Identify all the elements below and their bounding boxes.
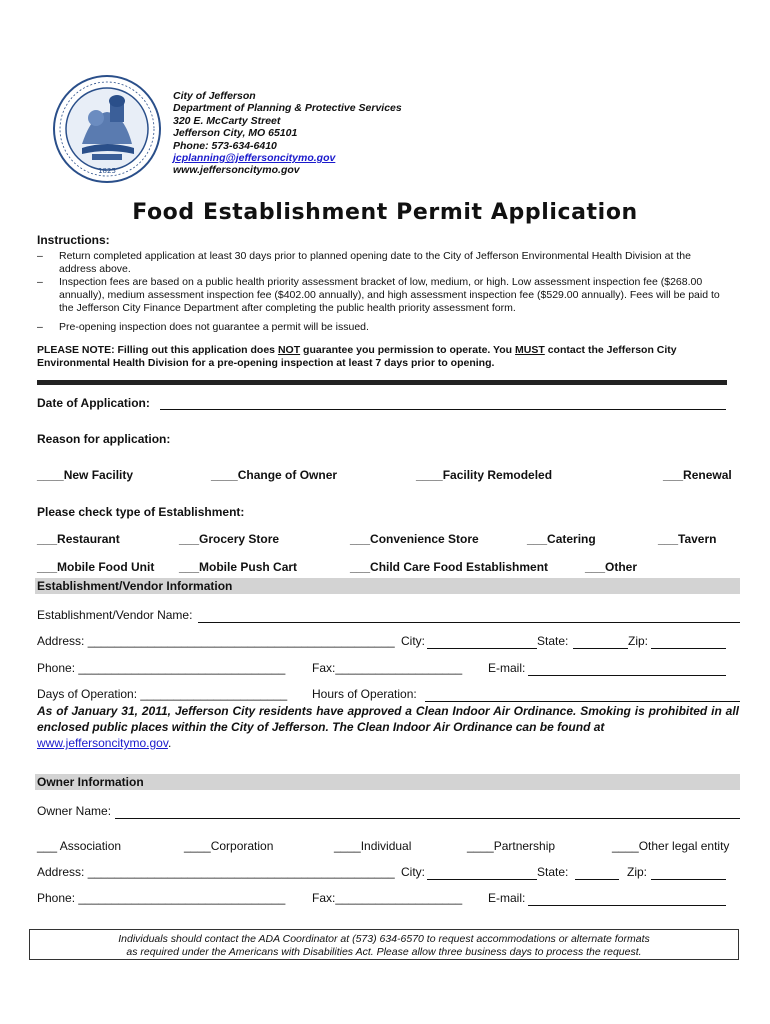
email-link[interactable]: jcplanning@jeffersoncitymo.gov xyxy=(173,152,336,165)
smoking-notice: As of January 31, 2011, Jefferson City residents have approved a Clean Indoor Air Ordinance. Smoking is prohibited in all enclosed public places within the City of Jefferson. The Clean Indoor Air Ordinance can be found at xyxy=(37,704,739,734)
owner-email-label: E-mail: xyxy=(488,891,526,905)
owner-city-field[interactable] xyxy=(427,865,537,880)
vendor-email-label: E-mail: xyxy=(488,661,526,675)
ordinance-link[interactable]: www.jeffersoncitymo.gov xyxy=(37,736,168,750)
owner-email-field[interactable] xyxy=(528,891,726,906)
instruction-item: – Return completed application at least 30 days prior to planned opening date to the City of Jefferson Environmental Health Division at the address above. xyxy=(37,250,691,275)
org-name: City of Jefferson xyxy=(173,90,256,102)
owner-zip-field[interactable] xyxy=(651,865,726,880)
reason-label: Reason for application: xyxy=(37,432,171,446)
owner-type-corporation[interactable]: ____Corporation xyxy=(184,839,274,853)
type-label: Please check type of Establishment: xyxy=(37,505,245,519)
reason-new-facility[interactable]: ____New Facility xyxy=(37,468,134,482)
instructions-heading: Instructions: xyxy=(37,233,110,247)
type-child-care[interactable]: ___Child Care Food Establishment xyxy=(350,560,549,574)
header-address xyxy=(173,90,402,177)
reason-remodeled[interactable]: ____Facility Remodeled xyxy=(416,468,553,482)
days-of-operation-field[interactable]: Days of Operation: ______________________ xyxy=(37,687,288,701)
type-grocery[interactable]: ___Grocery Store xyxy=(179,532,280,546)
owner-type-partnership[interactable]: ____Partnership xyxy=(467,839,556,853)
owner-type-individual[interactable]: ____Individual xyxy=(334,839,412,853)
owner-state-field[interactable] xyxy=(575,865,619,880)
please-note: PLEASE NOTE: Filling out this application does NOT guarantee you permission to operate. You MUST contact the Jefferson City Environmental Health Division for a pre-opening inspection at least 7 days prior to opening. xyxy=(37,344,677,369)
owner-name-field[interactable] xyxy=(115,804,740,819)
owner-section-title: Owner Information xyxy=(37,775,144,789)
type-mobile-push-cart[interactable]: ___Mobile Push Cart xyxy=(179,560,298,574)
owner-city-label: City: xyxy=(401,865,425,879)
type-tavern[interactable]: ___Tavern xyxy=(658,532,717,546)
owner-phone-field[interactable]: Phone: _______________________________ xyxy=(37,891,286,905)
vendor-city-label: City: xyxy=(401,634,425,648)
website: www.jeffersoncitymo.gov xyxy=(173,164,300,177)
street: 320 E. McCarty Street xyxy=(173,114,281,127)
vendor-zip-label: Zip: xyxy=(628,634,649,648)
vendor-phone-field[interactable]: Phone: _______________________________ xyxy=(37,661,286,675)
section-divider xyxy=(37,380,727,385)
vendor-name-label: Establishment/Vendor Name: xyxy=(37,608,193,622)
type-other[interactable]: ___Other xyxy=(585,560,638,574)
phone: Phone: 573-634-6410 xyxy=(173,139,277,152)
page-title: Food Establishment Permit Application xyxy=(132,200,638,225)
type-restaurant[interactable]: ___Restaurant xyxy=(37,532,120,546)
reason-renewal[interactable]: ___Renewal xyxy=(663,468,732,482)
vendor-zip-field[interactable] xyxy=(651,634,726,649)
seal-year: 1825 xyxy=(98,167,116,175)
department: Department of Planning & Protective Services xyxy=(173,102,402,115)
instruction-item: – Pre-opening inspection does not guarantee a permit will be issued. xyxy=(37,321,369,333)
hours-label: Hours of Operation: xyxy=(312,687,417,701)
vendor-city-field[interactable] xyxy=(427,634,537,649)
owner-type-other[interactable]: ____Other legal entity xyxy=(612,839,730,853)
owner-fax-field[interactable]: Fax:___________________ xyxy=(312,891,463,905)
type-mobile-food-unit[interactable]: ___Mobile Food Unit xyxy=(37,560,155,574)
owner-name-label: Owner Name: xyxy=(37,804,112,818)
instructions-list xyxy=(37,250,727,334)
vendor-section-title: Establishment/Vendor Information xyxy=(37,579,233,593)
ada-notice: Individuals should contact the ADA Coordinator at (573) 634-6570 to request accommodations or alternate formats as required under the Americans with Disabilities Act. Please allow three business days to process the request. xyxy=(29,929,739,960)
city-seal xyxy=(52,74,162,184)
vendor-fax-field[interactable]: Fax:___________________ xyxy=(312,661,463,675)
vendor-state-field[interactable] xyxy=(573,634,628,649)
owner-state-label: State: xyxy=(537,865,569,879)
type-catering[interactable]: ___Catering xyxy=(527,532,596,546)
date-label: Date of Application: xyxy=(37,396,150,410)
vendor-name-field[interactable] xyxy=(198,608,740,623)
owner-zip-label: Zip: xyxy=(627,865,648,879)
reason-change-owner[interactable]: ____Change of Owner xyxy=(211,468,338,482)
owner-section-bar xyxy=(35,774,740,790)
owner-type-association[interactable]: ___ Association xyxy=(37,839,122,853)
smoking-link-line: www.jeffersoncitymo.gov. xyxy=(37,736,172,750)
vendor-address-field[interactable]: Address: ______________________________________________ xyxy=(37,634,395,648)
date-field[interactable] xyxy=(160,396,726,410)
instruction-item: – Inspection fees are based on a public health priority assessment bracket of low, medium, or high. Low assessment inspection fee ($268.00 annually), medium assessment inspection fee ($402.00 annually), and high assessment inspection fee ($529.00 annually). Fees will be paid to the Jefferson City Finance Department after completing the public health priority assessment form. xyxy=(37,276,720,314)
hours-field[interactable] xyxy=(425,687,740,702)
type-convenience[interactable]: ___Convenience Store xyxy=(350,532,479,546)
vendor-state-label: State: xyxy=(537,634,569,648)
vendor-section-bar xyxy=(35,578,740,594)
owner-address-field[interactable]: Address: ______________________________________________ xyxy=(37,865,395,879)
vendor-email-field[interactable] xyxy=(528,661,726,676)
city-state: Jefferson City, MO 65101 xyxy=(173,127,298,140)
